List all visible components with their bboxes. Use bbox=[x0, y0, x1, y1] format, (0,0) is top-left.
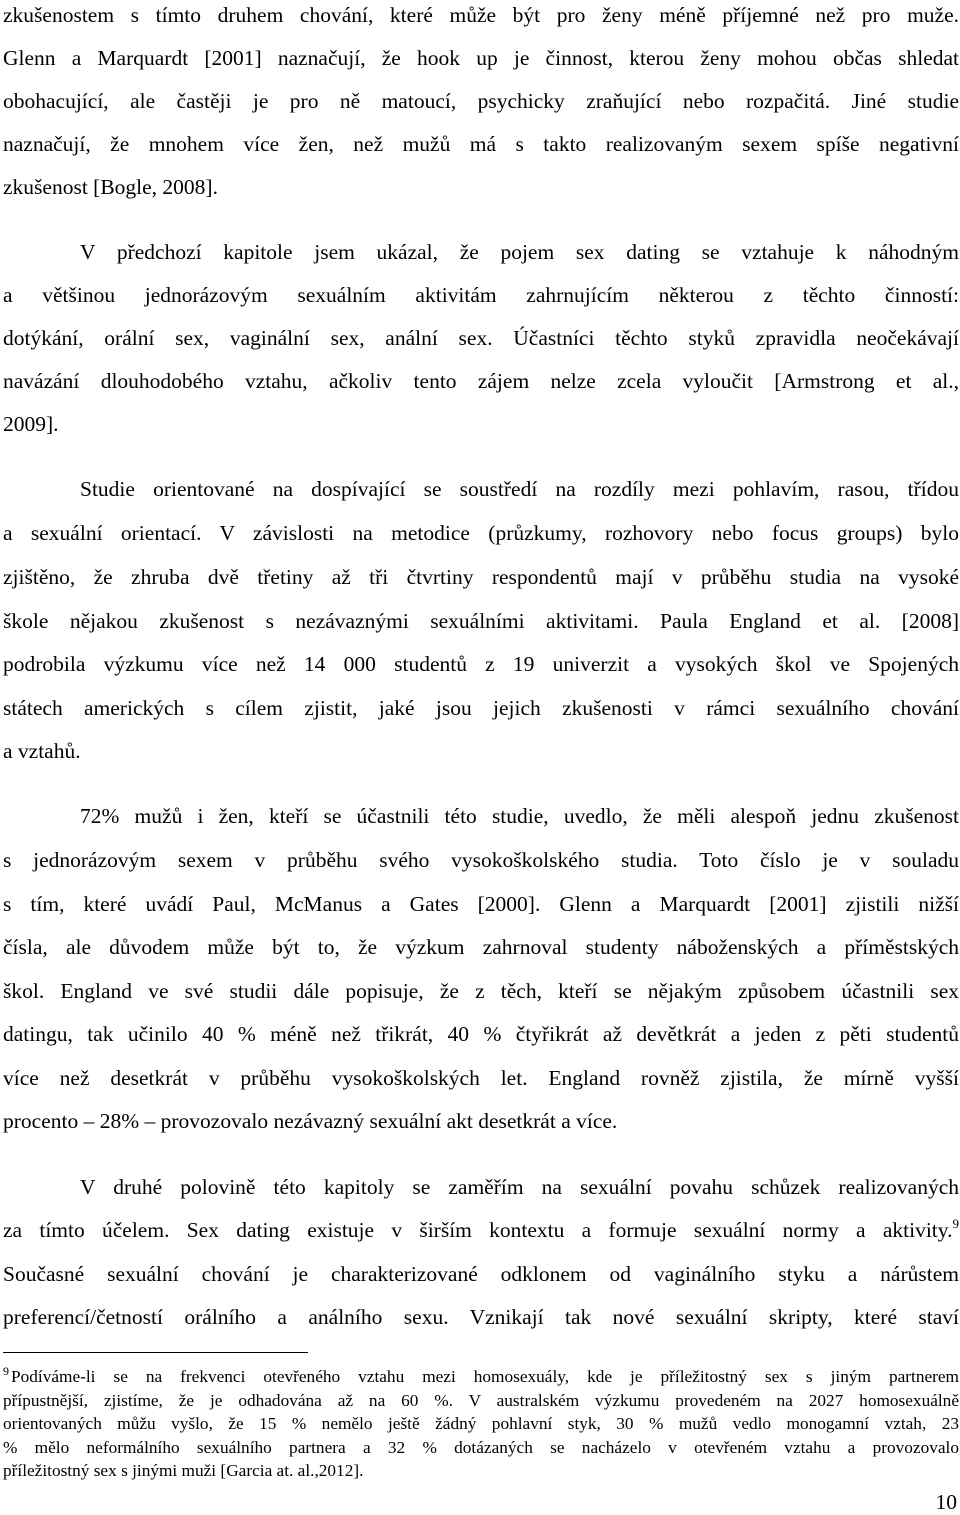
footnote-line: příležitostný sex s jinými muži [Garcia at. al.,2012]. bbox=[3, 1461, 364, 1480]
text-line: V předchozí kapitole jsem ukázal, že pojem sex dating se vztahuje k náhodným bbox=[80, 240, 959, 264]
footnote-separator bbox=[3, 1352, 308, 1353]
text-line: procento – 28% – provozovalo nezávazný sexuální akt desetkrát a více. bbox=[3, 1109, 618, 1133]
footnote-line: přípustnější, zjistíme, že je odhadována až na 60 %. V australském výzkumu provedeném na 2027 homosexuálně bbox=[3, 1391, 959, 1410]
text-line: 72% mužů i žen, kteří se účastnili této studie, uvedlo, že měli alespoň jednu zkušenost bbox=[80, 804, 959, 828]
text-line: datingu, tak učinilo 40 % méně než třikrát, 40 % čtyřikrát až devětkrát a jeden z pěti studentů bbox=[3, 1022, 959, 1046]
text-line: čísla, ale důvodem může být to, že výzkum zahrnoval studenty náboženských a příměstských bbox=[3, 935, 959, 959]
text-line: preferencí/četností orálního a análního sexu. Vznikají tak nové sexuální skripty, které staví bbox=[3, 1305, 959, 1329]
text-line: zkušenostem s tímto druhem chování, které může být pro ženy méně příjemné než pro muže. bbox=[3, 3, 959, 27]
text-line: V druhé polovině této kapitoly se zaměřím na sexuální povahu schůzek realizovaných bbox=[80, 1175, 959, 1199]
text-line: podrobila výzkumu více než 14 000 studentů z 19 univerzit a vysokých škol ve Spojených bbox=[3, 652, 959, 676]
text-line: zjištěno, že zhruba dvě třetiny až tři čtvrtiny respondentů mají v průběhu studia na vysoké bbox=[3, 565, 959, 589]
footnote-line bbox=[3, 1366, 959, 1387]
text-line: škol. England ve své studii dále popisuje, že z těch, kteří se nějakým způsobem účastnili sex bbox=[3, 979, 959, 1003]
text-line: zkušenost [Bogle, 2008]. bbox=[3, 175, 218, 199]
text-line: 2009]. bbox=[3, 412, 59, 436]
text-line: dotýkání, orální sex, vaginální sex, anální sex. Účastníci těchto styků zpravidla neočekávají bbox=[3, 326, 959, 350]
text-line: škole nějakou zkušenost s nezávaznými sexuálními aktivitami. Paula England et al. [2008] bbox=[3, 609, 959, 633]
text-line: obohacující, ale častěji je pro ně matoucí, psychicky zraňující nebo rozpačitá. Jiné studie bbox=[3, 89, 959, 113]
text-line: a vztahů. bbox=[3, 739, 81, 763]
footnote-text: Podíváme-li se na frekvenci otevřeného vztahu mezi homosexuály, kde je příležitostný sex s jiným partnerem bbox=[11, 1367, 959, 1386]
text-line: s tím, které uvádí Paul, McManus a Gates [2000]. Glenn a Marquardt [2001] zjistili nižší bbox=[3, 892, 959, 916]
text-line: státech amerických s cílem zjistit, jaké jsou jejich zkušenosti v rámci sexuálního chování bbox=[3, 696, 959, 720]
footnote-number: 9 bbox=[3, 1364, 9, 1378]
text-line: navázání dlouhodobého vztahu, ačkoliv tento zájem nelze zcela vyloučit [Armstrong et al., bbox=[3, 369, 959, 393]
text-line: a sexuální orientací. V závislosti na metodice (průzkumy, rozhovory nebo focus groups) bylo bbox=[3, 521, 959, 545]
text-line-with-footnote-ref bbox=[3, 1217, 959, 1243]
text-line: Studie orientované na dospívající se soustředí na rozdíly mezi pohlavím, rasou, třídou bbox=[80, 477, 959, 501]
text-line: více než desetkrát v průběhu vysokoškolských let. England rovněž zjistila, že mírně vyšší bbox=[3, 1066, 959, 1090]
footnote-line: orientovaných můžu vyšlo, že 15 % nemělo ještě žádný pohlavní styk, 30 % mužů vedlo monogamní vztah, 23 bbox=[3, 1414, 959, 1433]
text-line: Glenn a Marquardt [2001] naznačují, že hook up je činnost, kterou ženy mohou občas shledat bbox=[3, 46, 959, 70]
text-line: Současné sexuální chování je charakterizované odklonem od vaginálního styku a nárůstem bbox=[3, 1262, 959, 1286]
page-number: 10 bbox=[935, 1490, 957, 1514]
footnote-reference[interactable]: 9 bbox=[952, 1216, 959, 1231]
footnote-line: % mělo neformálního sexuálního partnera a 32 % dotázaných se nacházelo v otevřeném vztahu a provozovalo bbox=[3, 1438, 959, 1457]
text-line: naznačují, že mnohem více žen, než mužů má s takto realizovaným sexem spíše negativní bbox=[3, 132, 959, 156]
text-line: za tímto účelem. Sex dating existuje v širším kontextu a formuje sexuální normy a aktivity. bbox=[3, 1218, 953, 1242]
text-line: s jednorázovým sexem v průběhu svého vysokoškolského studia. Toto číslo je v souladu bbox=[3, 848, 959, 872]
text-line: a většinou jednorázovým sexuálním aktivitám zahrnujícím některou z těchto činností: bbox=[3, 283, 959, 307]
